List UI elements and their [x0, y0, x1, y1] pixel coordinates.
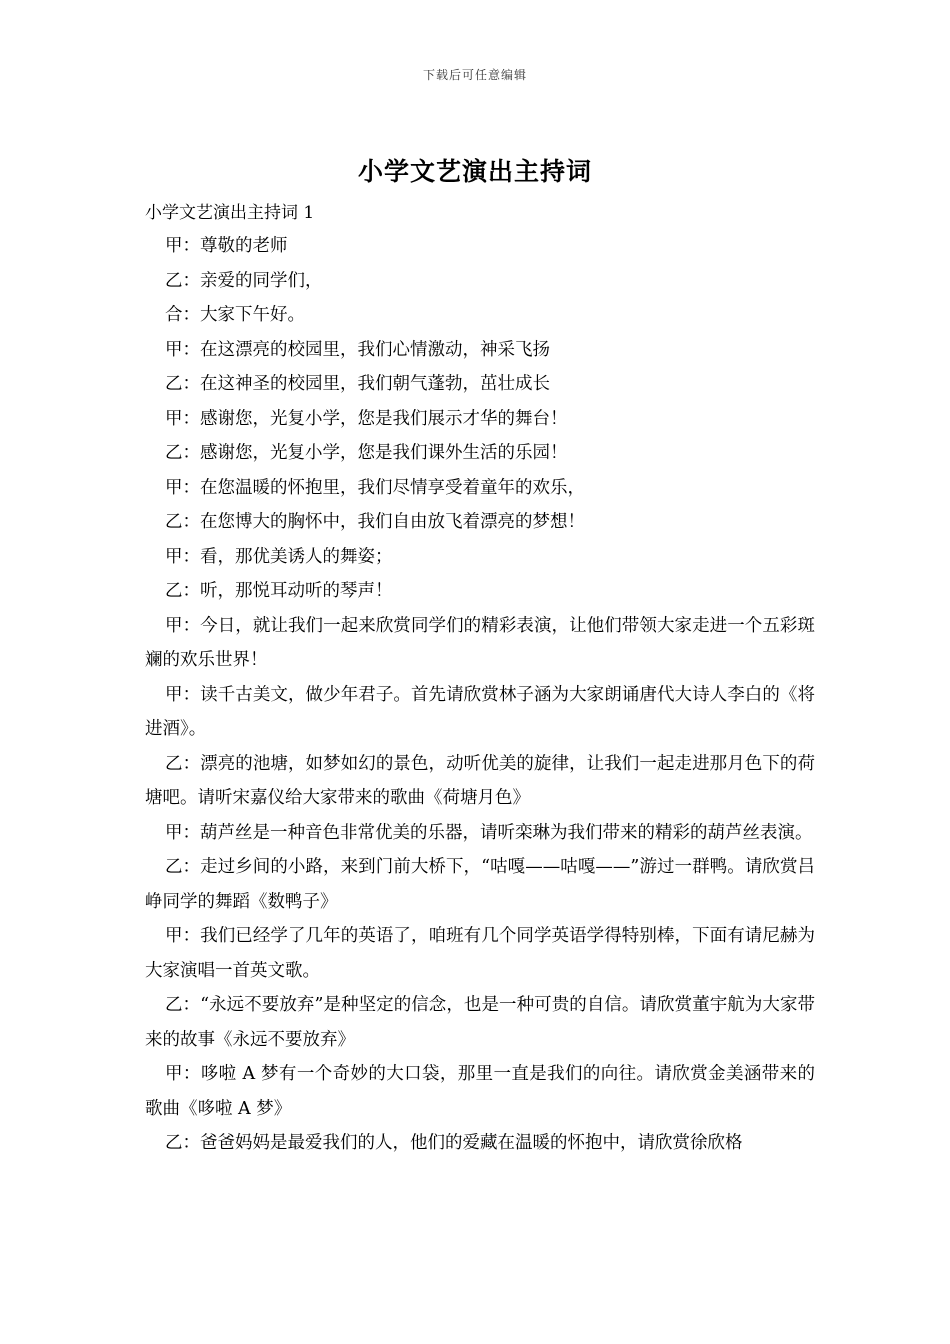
paragraph: 甲：看，那优美诱人的舞姿； [165, 546, 393, 567]
document-body [145, 229, 815, 1161]
paragraph: 乙：亲爱的同学们， [165, 270, 323, 291]
paragraph: 合：大家下午好。 [165, 305, 305, 325]
document-title: 小学文艺演出主持词 [357, 157, 592, 186]
paragraph: 甲：尊敬的老师 [165, 236, 288, 256]
paragraph: 乙：在这神圣的校园里，我们朝气蓬勃，茁壮成长 [165, 374, 550, 394]
paragraph: 乙：“永远不要放弃”是种坚定的信念，也是一种可贵的自信。请欣赏董宇航为大家带来的故事《永远不要放弃》 [145, 995, 815, 1050]
paragraph: 甲：我们已经学了几年的英语了，咱班有几个同学英语学得特别棒，下面有请尼赫为大家演唱一首英文歌。 [145, 926, 815, 981]
paragraph: 乙：听，那悦耳动听的琴声！ [165, 581, 393, 601]
paragraph: 乙：感谢您，光复小学，您是我们课外生活的乐园！ [165, 443, 568, 463]
paragraph: 甲：在您温暖的怀抱里，我们尽情享受着童年的欢乐， [165, 477, 585, 498]
paragraph: 甲：哆啦 A 梦有一个奇妙的大口袋，那里一直是我们的向往。请欣赏金美涵带来的歌曲《哆啦 A 梦》 [145, 1064, 815, 1119]
section-subtitle: 小学文艺演出主持词 1 [145, 203, 315, 223]
paragraph: 乙：爸爸妈妈是最爱我们的人，他们的爱藏在温暖的怀抱中，请欣赏徐欣格 [165, 1133, 743, 1153]
paragraph: 甲：读千古美文，做少年君子。首先请欣赏林子涵为大家朗诵唐代大诗人李白的《将进酒》。 [145, 684, 815, 739]
paragraph: 甲：葫芦丝是一种音色非常优美的乐器，请听栾琳为我们带来的精彩的葫芦丝表演。 [165, 822, 813, 843]
paragraph: 甲：在这漂亮的校园里，我们心情激动，神采飞扬 [165, 339, 550, 360]
paragraph: 乙：走过乡间的小路，来到门前大桥下，“咕嘎——咕嘎——”游过一群鸭。请欣赏吕峥同学的舞蹈《数鸭子》 [145, 857, 815, 912]
paragraph: 甲：今日，就让我们一起来欣赏同学们的精彩表演，让他们带领大家走进一个五彩斑斓的欢乐世界！ [145, 615, 815, 670]
paragraph: 乙：在您博大的胸怀中，我们自由放飞着漂亮的梦想！ [165, 512, 585, 532]
header-note: 下载后可任意编辑 [422, 68, 527, 82]
paragraph: 乙：漂亮的池塘，如梦如幻的景色，动听优美的旋律，让我们一起走进那月色下的荷塘吧。请听宋嘉仪给大家带来的歌曲《荷塘月色》 [145, 753, 815, 808]
paragraph: 甲：感谢您，光复小学，您是我们展示才华的舞台！ [165, 408, 568, 429]
